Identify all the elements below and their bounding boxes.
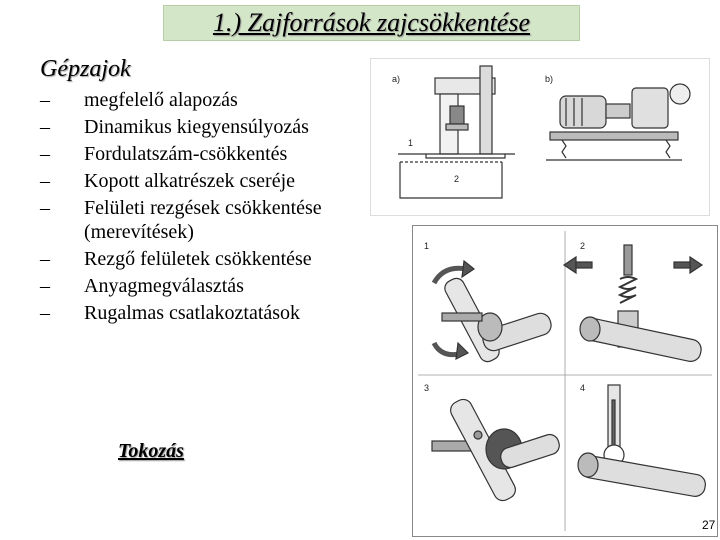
page-number: 27 xyxy=(702,518,716,532)
label-2: 2 xyxy=(454,174,460,184)
noise-measures-list xyxy=(40,88,414,328)
pipe-clamp-figure xyxy=(412,225,718,537)
list-item: – megfelelő alapozás xyxy=(40,89,238,111)
panel-label-1: 1 xyxy=(424,241,430,251)
list-item: – Rugalmas csatlakoztatások xyxy=(40,302,301,324)
label-b: b) xyxy=(545,74,554,84)
enclosure-heading: Tokozás xyxy=(118,440,184,462)
panel-label-2: 2 xyxy=(580,241,586,251)
machine-foundation-figure xyxy=(370,58,710,216)
machine-foundation-svg xyxy=(370,58,710,216)
list-item: – Fordulatszám-csökkentés xyxy=(40,143,288,165)
list-item: – Felületi rezgések csökkentése (merevítések) xyxy=(40,197,322,243)
label-a: a) xyxy=(392,74,401,84)
list-item: – Rezgő felületek csökkentése xyxy=(40,248,312,270)
panel-label-4: 4 xyxy=(580,383,586,393)
list-item: – Anyagmegválasztás xyxy=(40,275,244,297)
title-box xyxy=(163,5,580,41)
section-heading: Gépzajok xyxy=(40,56,131,82)
list-item: – Dinamikus kiegyensúlyozás xyxy=(40,116,309,138)
list-item: – Kopott alkatrészek cseréje xyxy=(40,170,296,192)
label-1: 1 xyxy=(408,138,414,148)
panel-label-3: 3 xyxy=(424,383,430,393)
slide-title: 1.) Zajforrások zajcsökkentése xyxy=(212,8,530,37)
pipe-clamp-svg xyxy=(412,225,718,537)
